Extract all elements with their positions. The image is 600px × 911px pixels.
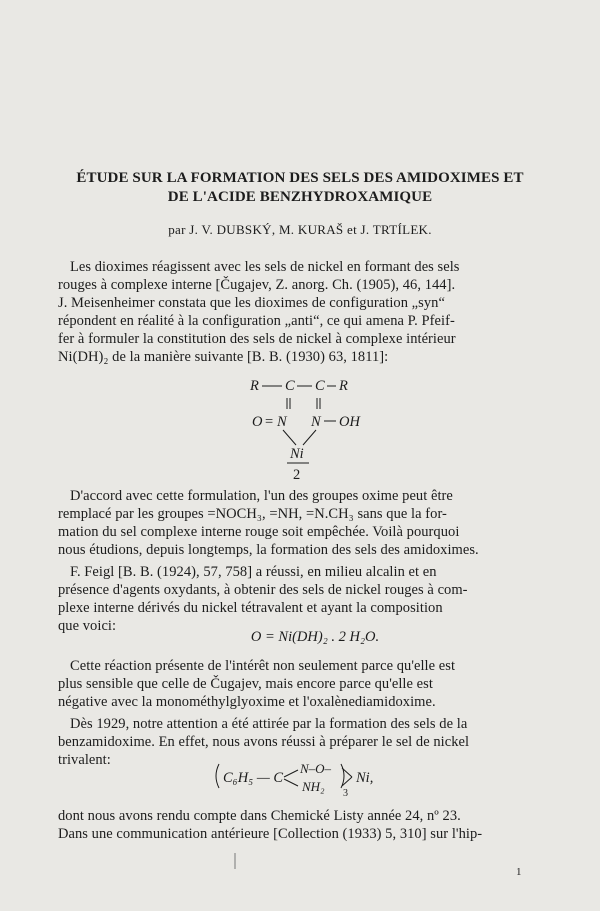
para2-line: mation du sel complexe interne rouge soit empêchée. Voilà pourquoi bbox=[58, 524, 460, 540]
structure-n-right: N bbox=[311, 414, 321, 430]
structure-n-left: N bbox=[277, 414, 287, 430]
structure-equals: = bbox=[265, 414, 274, 430]
structure-c-right: C bbox=[315, 378, 325, 394]
para6-line: dont nous avons rendu compte dans Chemické Listy année 24, nº 23. bbox=[58, 808, 461, 824]
structure-oh: OH bbox=[339, 414, 360, 430]
paper-title-line-1: ÉTUDE SUR LA FORMATION DES SELS DES AMIDOXIMES ET bbox=[76, 170, 524, 186]
para4-line: négative avec la monométhylglyoxime et l'oxalènediamidoxime. bbox=[58, 694, 436, 710]
formula-bond-lower bbox=[284, 779, 298, 786]
formula-lower: NH₂ bbox=[302, 779, 325, 794]
formula-right: Ni, bbox=[356, 770, 374, 786]
structure-r-left: R bbox=[250, 378, 259, 394]
page-number: 1 bbox=[516, 866, 522, 878]
para5-line: Dès 1929, notre attention a été attirée par la formation des sels de la bbox=[70, 716, 468, 732]
structure-c-left: C bbox=[285, 378, 295, 394]
para2-line: nous étudions, depuis longtemps, la formation des sels des amidoximes. bbox=[58, 542, 479, 558]
formula-upper: N–O– bbox=[300, 761, 332, 776]
para1-line: Ni(DH)₂ de la manière suivante [B. B. (1930) 63, 1811]: bbox=[58, 349, 389, 365]
para2-line: remplacé par les groupes =NOCH₃, =NH, =N.CH₃ sans que la for- bbox=[58, 506, 447, 522]
para5-line: benzamidoxime. En effet, nous avons réussi à préparer le sel de nickel bbox=[58, 734, 470, 750]
formula-subscript: 3 bbox=[343, 788, 348, 799]
structure-denominator: 2 bbox=[293, 467, 301, 483]
para1-line: rouges à complexe interne [Čugajev, Z. anorg. Ch. (1905), 46, 144]. bbox=[58, 277, 456, 293]
structure-o-left: O bbox=[252, 414, 263, 430]
formula-bond-upper bbox=[284, 770, 298, 777]
para3-line: que voici: bbox=[58, 618, 117, 634]
formula-left: C₆H₅ — C bbox=[223, 770, 284, 786]
para2-line: D'accord avec cette formulation, l'un des groupes oxime peut être bbox=[70, 488, 453, 504]
structure-ni: Ni bbox=[290, 446, 304, 462]
para4-line: plus sensible que celle de Čugajev, mais encore parce qu'elle est bbox=[58, 676, 433, 692]
paper-authors: par J. V. DUBSKÝ, M. KURAŠ et J. TRTÍLEK. bbox=[168, 222, 432, 237]
para3-line: plexe interne dérivés du nickel tétravalent et ayant la composition bbox=[58, 600, 443, 616]
para3-line: présence d'agents oxydants, à obtenir des sels de nickel rouges à com- bbox=[58, 582, 468, 598]
para1-line: J. Meisenheimer constata que les dioximes de configuration „syn“ bbox=[58, 295, 445, 311]
para3-line: F. Feigl [B. B. (1924), 57, 758] a réussi, en milieu alcalin et en bbox=[70, 564, 437, 580]
para1-line: Les dioximes réagissent avec les sels de nickel en formant des sels bbox=[70, 259, 460, 275]
para1-line: fer à formuler la constitution des sels de nickel à complexe intérieur bbox=[58, 331, 456, 347]
para6-line: Dans une communication antérieure [Collection (1933) 5, 310] sur l'hip- bbox=[58, 826, 483, 842]
para4-line: Cette réaction présente de l'intérêt non seulement parce qu'elle est bbox=[70, 658, 456, 674]
print-mark bbox=[232, 852, 238, 870]
paper-title-line-2: DE L'ACIDE BENZHYDROXAMIQUE bbox=[167, 189, 433, 205]
para5-line: trivalent: bbox=[58, 752, 111, 768]
structure-r-right: R bbox=[339, 378, 348, 394]
formula-open-paren bbox=[216, 764, 219, 788]
feigl-formula: O = Ni(DH)₂ . 2 H₂O. bbox=[250, 629, 380, 645]
para1-line: répondent en réalité à la configuration „anti“, ce qui amena P. Pfeif- bbox=[58, 313, 455, 329]
